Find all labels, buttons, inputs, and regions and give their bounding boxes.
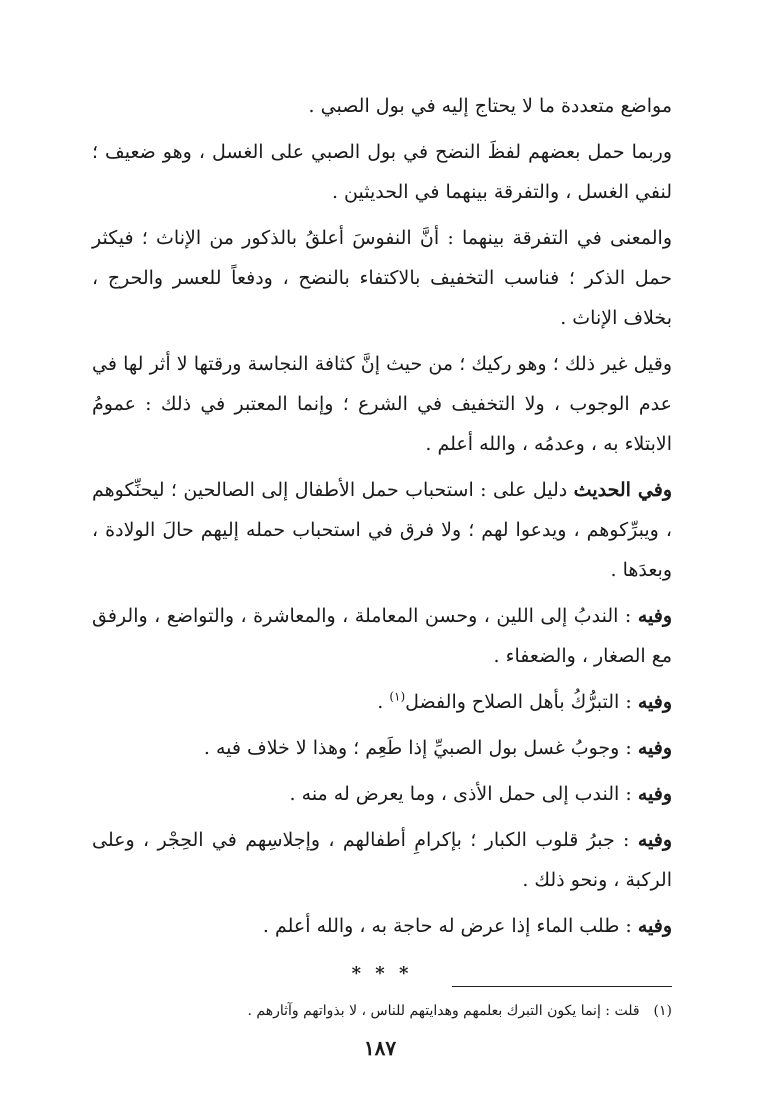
paragraph-text: دليل على : استحباب حمل الأطفال إلى الصالحين ؛ ليحنِّكوهم ، ويبرِّكوهم ، ويدعوا لهم ؛ ولا فرق في استحباب حمله إليهم حالَ الولادة ، وبعدَها . — [92, 479, 672, 581]
footnote-reference[interactable]: (١) — [389, 689, 406, 704]
paragraph-5 — [92, 470, 672, 590]
paragraph-1 — [92, 86, 672, 126]
paragraph-8 — [92, 728, 672, 768]
footnote — [92, 1000, 672, 1022]
paragraph-text: وقيل غير ذلك ؛ وهو ركيك ؛ من حيث إنَّ كثافة النجاسة ورقتها لا أثر لها في عدم الوجوب ، ولا التخفيف في الشرع ؛ وإنما المعتبر في ذلك : عمومُ الابتلاء به ، وعدمُه ، والله أعلم . — [92, 353, 672, 455]
section-separator: * * * — [351, 963, 413, 984]
paragraph-tail: . — [377, 691, 390, 713]
paragraph-lead: وفيه — [637, 737, 672, 759]
page-body — [92, 86, 672, 994]
paragraph-11 — [92, 906, 672, 946]
footnote-number: (١) — [653, 1003, 672, 1019]
footnote-divider — [452, 986, 672, 987]
paragraph-6 — [92, 596, 672, 676]
paragraph-7 — [92, 682, 672, 722]
page-number: ١٨٧ — [363, 1036, 397, 1060]
footnote-text: قلت : إنما يكون التبرك بعلمهم وهدايتهم للناس ، لا بذواتهم وآثارهم . — [247, 1003, 640, 1019]
paragraph-9 — [92, 774, 672, 814]
paragraph-lead: وفيه — [637, 915, 672, 937]
paragraph-3 — [92, 218, 672, 338]
paragraph-text: : الندبُ إلى اللين ، وحسن المعاملة ، والمعاشرة ، والتواضع ، والرفق مع الصغار ، والضعفاء . — [92, 605, 672, 667]
paragraph-text: : جبرُ قلوب الكبار ؛ بإكرامِ أطفالهم ، وإجلاسِهم في الحِجْر ، وعلى الركبة ، ونحو ذلك . — [92, 829, 672, 891]
paragraph-text: مواضع متعددة ما لا يحتاج إليه في بول الصبي . — [308, 95, 672, 117]
paragraph-lead: وفيه — [637, 829, 672, 851]
paragraph-text: وربما حمل بعضهم لفظَ النضح في بول الصبي على الغسل ، وهو ضعيف ؛ لنفي الغسل ، والتفرقة بينهما في الحديثين . — [92, 141, 672, 203]
paragraph-text: : الندب إلى حمل الأذى ، وما يعرض له منه . — [289, 783, 638, 805]
paragraph-text: والمعنى في التفرقة بينهما : أنَّ النفوسَ أعلقُ بالذكور من الإناث ؛ فيكثر حمل الذكر ؛ فناسب التخفيف بالاكتفاء بالنضح ، ودفعاً للعسر والحرج ، بخلاف الإناث . — [92, 227, 672, 329]
paragraph-4 — [92, 344, 672, 464]
paragraph-text: : التبرُّكُ بأهل الصلاح والفضل — [405, 691, 638, 713]
paragraph-lead: وفيه — [637, 605, 672, 627]
paragraph-10 — [92, 820, 672, 900]
paragraph-lead: وفيه — [637, 783, 672, 805]
paragraph-text: : وجوبُ غسل بول الصبيِّ إذا طَعِم ؛ وهذا لا خلاف فيه . — [203, 737, 638, 759]
paragraph-lead: وفيه — [637, 691, 672, 713]
paragraph-text: : طلب الماء إذا عرض له حاجة به ، والله أعلم . — [262, 915, 638, 937]
paragraph-lead: وفي الحديث — [573, 479, 672, 501]
paragraph-2 — [92, 132, 672, 212]
